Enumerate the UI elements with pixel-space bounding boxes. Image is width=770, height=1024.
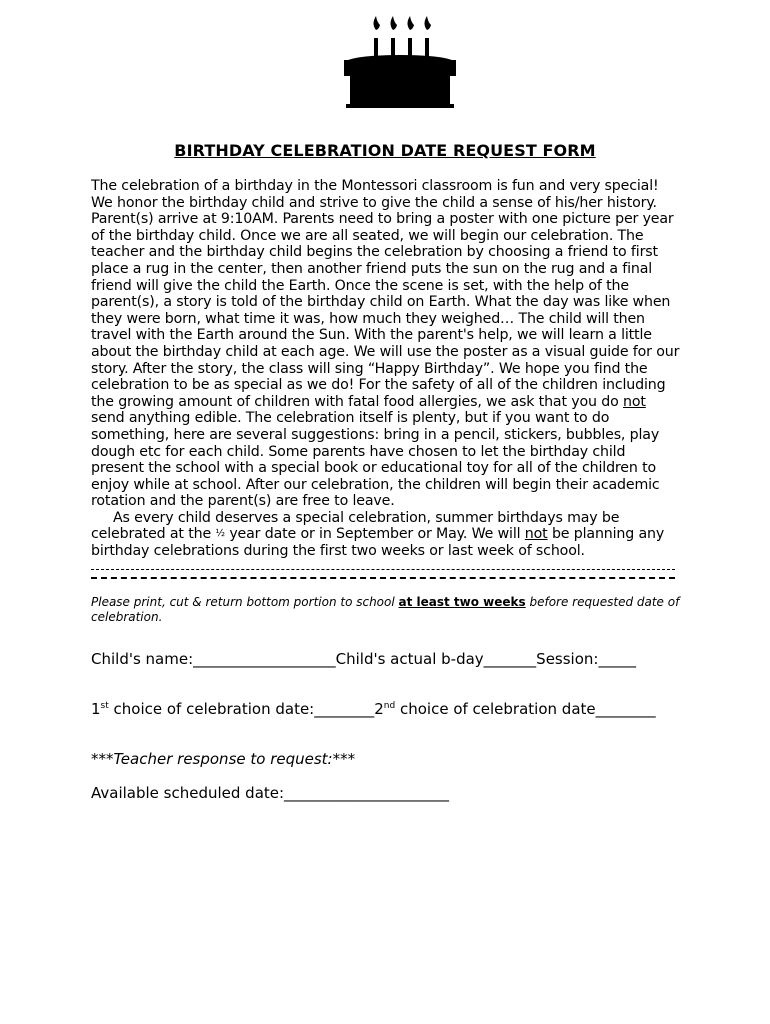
available-date-field[interactable]: Available scheduled date:______________________ (91, 784, 450, 802)
celebration-choice-row (91, 700, 656, 718)
second-choice-field[interactable]: 2nd choice of celebration date________ (374, 700, 656, 718)
intro-paragraph-1: The celebration of a birthday in the Montessori classroom is fun and very special! We honor the birthday child and strive to give the child a sense of his/her history. Parent(s) arrive at 9:10AM. Parents need to bring a poster with one picture per year of the birthday child. Once we are all seated, we will begin our celebration. The teacher and the birthday child begins the celebration by choosing a friend to first place a rug in the center, then another friend puts the sun on the rug and a final friend will give the child the Earth. Once the scene is set, with the help of the parent(s), a story is told of the birthday child on Earth. What the day was like when they were born, what time it was, how much they weighed… The child will then travel with the Earth around the Sun. With the parent's help, we will learn a little about the birthday child at each age. We will use the poster as a visual guide for our story. After the story, the class will sing “Happy Birthday”. We hope you find the celebration to be as special as we do! For the safety of all of the children including the growing amount of children with fatal food allergies, we ask that you do not send anything edible. The celebration itself is plenty, but if you want to do something, here are several suggestions: bring in a pencil, stickers, bubbles, play dough etc for each child. Some parents have chosen to let the birthday child present the school with a special book or educational toy for all of the children to enjoy while at school. After our celebration, the children will begin their academic rotation and the parent(s) are free to leave. (91, 178, 680, 510)
form-title: BIRTHDAY CELEBRATION DATE REQUEST FORM (174, 141, 596, 160)
half-fraction: ½ (215, 528, 225, 540)
childs-name-field[interactable]: Child's name:___________________ (91, 650, 336, 668)
deadline-emphasis: at least two weeks (398, 595, 526, 609)
first-choice-field[interactable]: 1st choice of celebration date:________ (91, 700, 375, 718)
session-field[interactable]: Session:_____ (536, 650, 636, 668)
intro-text (91, 178, 681, 560)
return-instructions: Please print, cut & return bottom portion to school at least two weeks before requested date of celebration. (91, 595, 680, 624)
cut-line (91, 577, 675, 579)
emphasis-not: not (622, 393, 646, 410)
emphasis-not: not (524, 526, 548, 543)
intro-paragraph-2: As every child deserves a special celebration, summer birthdays may be celebrated at the ½ year date or in September or May. We will not be planning any birthday celebrations during the first two weeks or last week of school. (91, 509, 665, 560)
actual-bday-field[interactable]: Child's actual b-day_______ (335, 650, 537, 668)
teacher-response-heading: ***Teacher response to request:*** (91, 750, 356, 768)
birthday-cake-icon (340, 12, 460, 112)
child-info-row (91, 650, 636, 668)
cut-line (91, 569, 675, 570)
